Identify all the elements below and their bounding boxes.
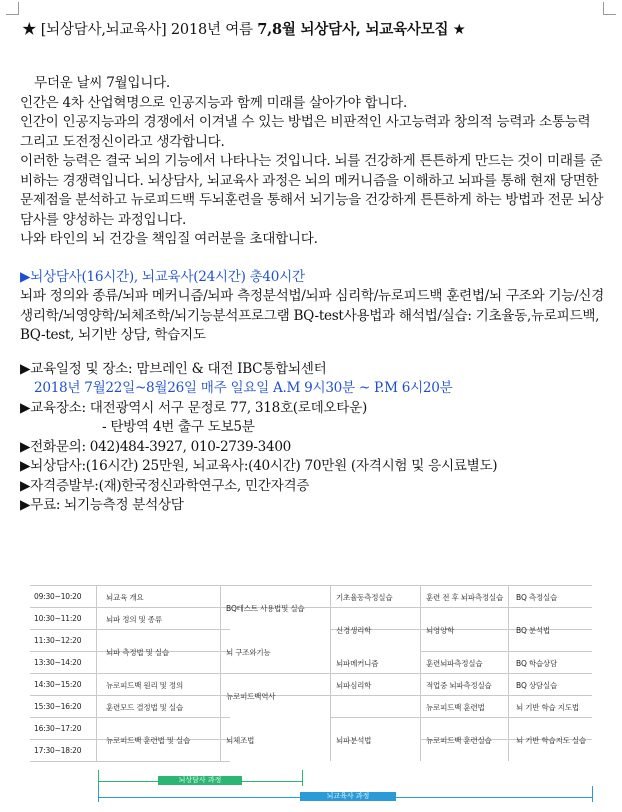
body-text bbox=[20, 74, 604, 516]
timetable-cell: 뉴로피드백 훈련법 및 실습 bbox=[106, 736, 191, 745]
time-slot: 11:30~12:20 bbox=[34, 636, 82, 645]
title-suffix: ★ bbox=[448, 22, 466, 38]
page-title bbox=[22, 18, 602, 39]
time-slot: 14:30~15:20 bbox=[34, 680, 82, 689]
fee-line: ▶뇌상담사:(16시간) 25만원, 뇌교육사:(40시간) 70만원 (자격시험 및 응시료별도) bbox=[20, 458, 498, 474]
intro-line-3: 인간이 인공지능과의 경쟁에서 이겨낼 수 있는 방법은 비판적인 사고능력과 창의적 능력과 소통능력 그리고 도전정신이라고 생각합니다. bbox=[20, 114, 591, 150]
educator-span-start bbox=[98, 786, 99, 802]
timetable-cell: 뇌교육 개요 bbox=[106, 593, 144, 602]
time-slot: 10:30~11:20 bbox=[34, 614, 82, 623]
timetable-cell: 훈련 전 후 뇌파측정실습 bbox=[426, 593, 504, 602]
timetable-cell: 뇌 기반 학습 지도법 bbox=[516, 703, 579, 712]
schedule-dates: 2018년 7월22일~8월26일 매주 일요일 A.M 9시30분 ~ P.M 6시20분 bbox=[34, 380, 453, 396]
time-slot: 09:30~10:20 bbox=[34, 592, 82, 601]
intro-line-2: 인간은 4차 산업혁명으로 인공지능과 함께 미래를 살아가야 합니다. bbox=[20, 94, 407, 111]
timetable bbox=[30, 585, 592, 771]
timetable-cell: 적업중 뇌파측정실습 bbox=[426, 681, 492, 690]
intro-line-1: 무더운 날씨 7월입니다. bbox=[34, 75, 170, 91]
timetable-cell: 뉴로피드백역사 bbox=[226, 692, 276, 701]
educator-course-bar: 뇌교육사 과정 bbox=[300, 792, 396, 801]
location-line-1: ▶교육장소: 대전광역시 서구 문정로 77, 318호(로데오타운) bbox=[20, 399, 367, 416]
timetable-cell: BQ 학습상담 bbox=[516, 659, 558, 668]
free-service-line: ▶무료: 뇌기능측정 분석상담 bbox=[20, 497, 184, 513]
counselor-span-end bbox=[302, 770, 303, 786]
timetable-cell: 신경생리학 bbox=[336, 626, 372, 635]
course-description: 뇌파 정의와 종류/뇌파 메커니즘/뇌파 측정분석법/뇌파 심리학/뉴로피드백 훈련법/뇌 구조와 기능/신경생리학/뇌영양학/뇌체조학/뇌기능분석프로그램 BQ-test사용법과 해석법/실습: 기초율동,뉴로피드백, BQ-test, 뇌기반 상담, 학습지도 bbox=[20, 288, 604, 343]
timetable-cell: BQ 상담실습 bbox=[516, 681, 558, 690]
title-prefix: ★ [뇌상담사,뇌교육사] 2018년 여름 bbox=[22, 22, 258, 38]
timetable-cell: 훈련모드 결정법 및 실습 bbox=[106, 703, 184, 712]
timetable-cell: 뇌파 측정법 및 실습 bbox=[106, 648, 169, 657]
timetable-cell: 뉴로피드백 원리 및 정의 bbox=[106, 681, 184, 690]
timetable-cell: 뇌체조법 bbox=[226, 736, 255, 745]
educator-span-end bbox=[592, 786, 593, 802]
title-bold: 7,8월 뇌상담사, 뇌교육사모집 bbox=[257, 21, 449, 38]
timetable-cell: 뇌파 정의 및 종류 bbox=[106, 615, 162, 624]
page-corner-mark-right bbox=[603, 2, 616, 15]
page-corner-mark-left bbox=[6, 2, 19, 15]
time-slot: 15:30~16:20 bbox=[34, 702, 82, 711]
timetable-cell: 뉴로피드백 훈련실습 bbox=[426, 736, 492, 745]
counselor-course-bar: 뇌상담사 과정 bbox=[158, 776, 242, 785]
timetable-cell: 뇌파메커니즘 bbox=[336, 659, 379, 668]
certificate-line: ▶자격증발부:(재)한국정신과학연구소, 민간자격증 bbox=[20, 477, 310, 494]
timetable-cell: 뇌 기반 학습지도 실습 bbox=[516, 736, 586, 745]
schedule-heading: ▶교육일정 및 장소: 맘브레인 & 대전 IBC통합뇌센터 bbox=[20, 360, 327, 377]
timetable-cell: 뇌파분석법 bbox=[336, 736, 372, 745]
time-slot: 17:30~18:20 bbox=[34, 746, 82, 755]
timetable-cell: 기초율동측정실습 bbox=[336, 593, 393, 602]
location-line-2: - 탄방역 4번 출구 도보5분 bbox=[102, 419, 255, 435]
intro-line-4: 이러한 능력은 결국 뇌의 기능에서 나타나는 것입니다. 뇌를 건강하게 튼튼하게 만드는 것이 미래를 준비하는 경쟁력입니다. 뇌상담사, 뇌교육사 과정은 뇌의 메커니즘을 이해하고 뇌파를 통해 현재 당면한 문제점을 분석하고 뉴로피드백 두뇌훈련을 통해서 뇌기능을 건강하게 튼튼하게 하는 방법과 전문 뇌상담사를 양성하는 과정입니다. bbox=[20, 153, 604, 228]
timetable-cell: BQ테스트 사용법및 실습 bbox=[226, 604, 305, 613]
timetable-cell: BQ 측정실습 bbox=[516, 593, 558, 602]
time-slot: 13:30~14:20 bbox=[34, 658, 82, 667]
time-slot: 16:30~17:20 bbox=[34, 724, 82, 733]
counselor-span-start bbox=[98, 770, 99, 786]
intro-line-5: 나와 타인의 뇌 건강을 책임질 여러분을 초대합니다. bbox=[20, 231, 318, 247]
timetable-cell: 뉴로피드백 훈련법 bbox=[426, 703, 485, 712]
course-heading: ▶뇌상담사(16시간), 뇌교육사(24시간) 총40시간 bbox=[20, 268, 305, 285]
timetable-cell: BQ 분석법 bbox=[516, 626, 550, 635]
timetable-cell: 뇌 구조와기능 bbox=[226, 648, 271, 657]
timetable-cell: 훈련뇌파측정실습 bbox=[426, 659, 483, 668]
timetable-cell: 뇌파심리학 bbox=[336, 681, 372, 690]
phone-line: ▶전화문의: 042)484-3927, 010-2739-3400 bbox=[20, 438, 292, 455]
timetable-cell: 뇌영양학 bbox=[426, 626, 455, 635]
